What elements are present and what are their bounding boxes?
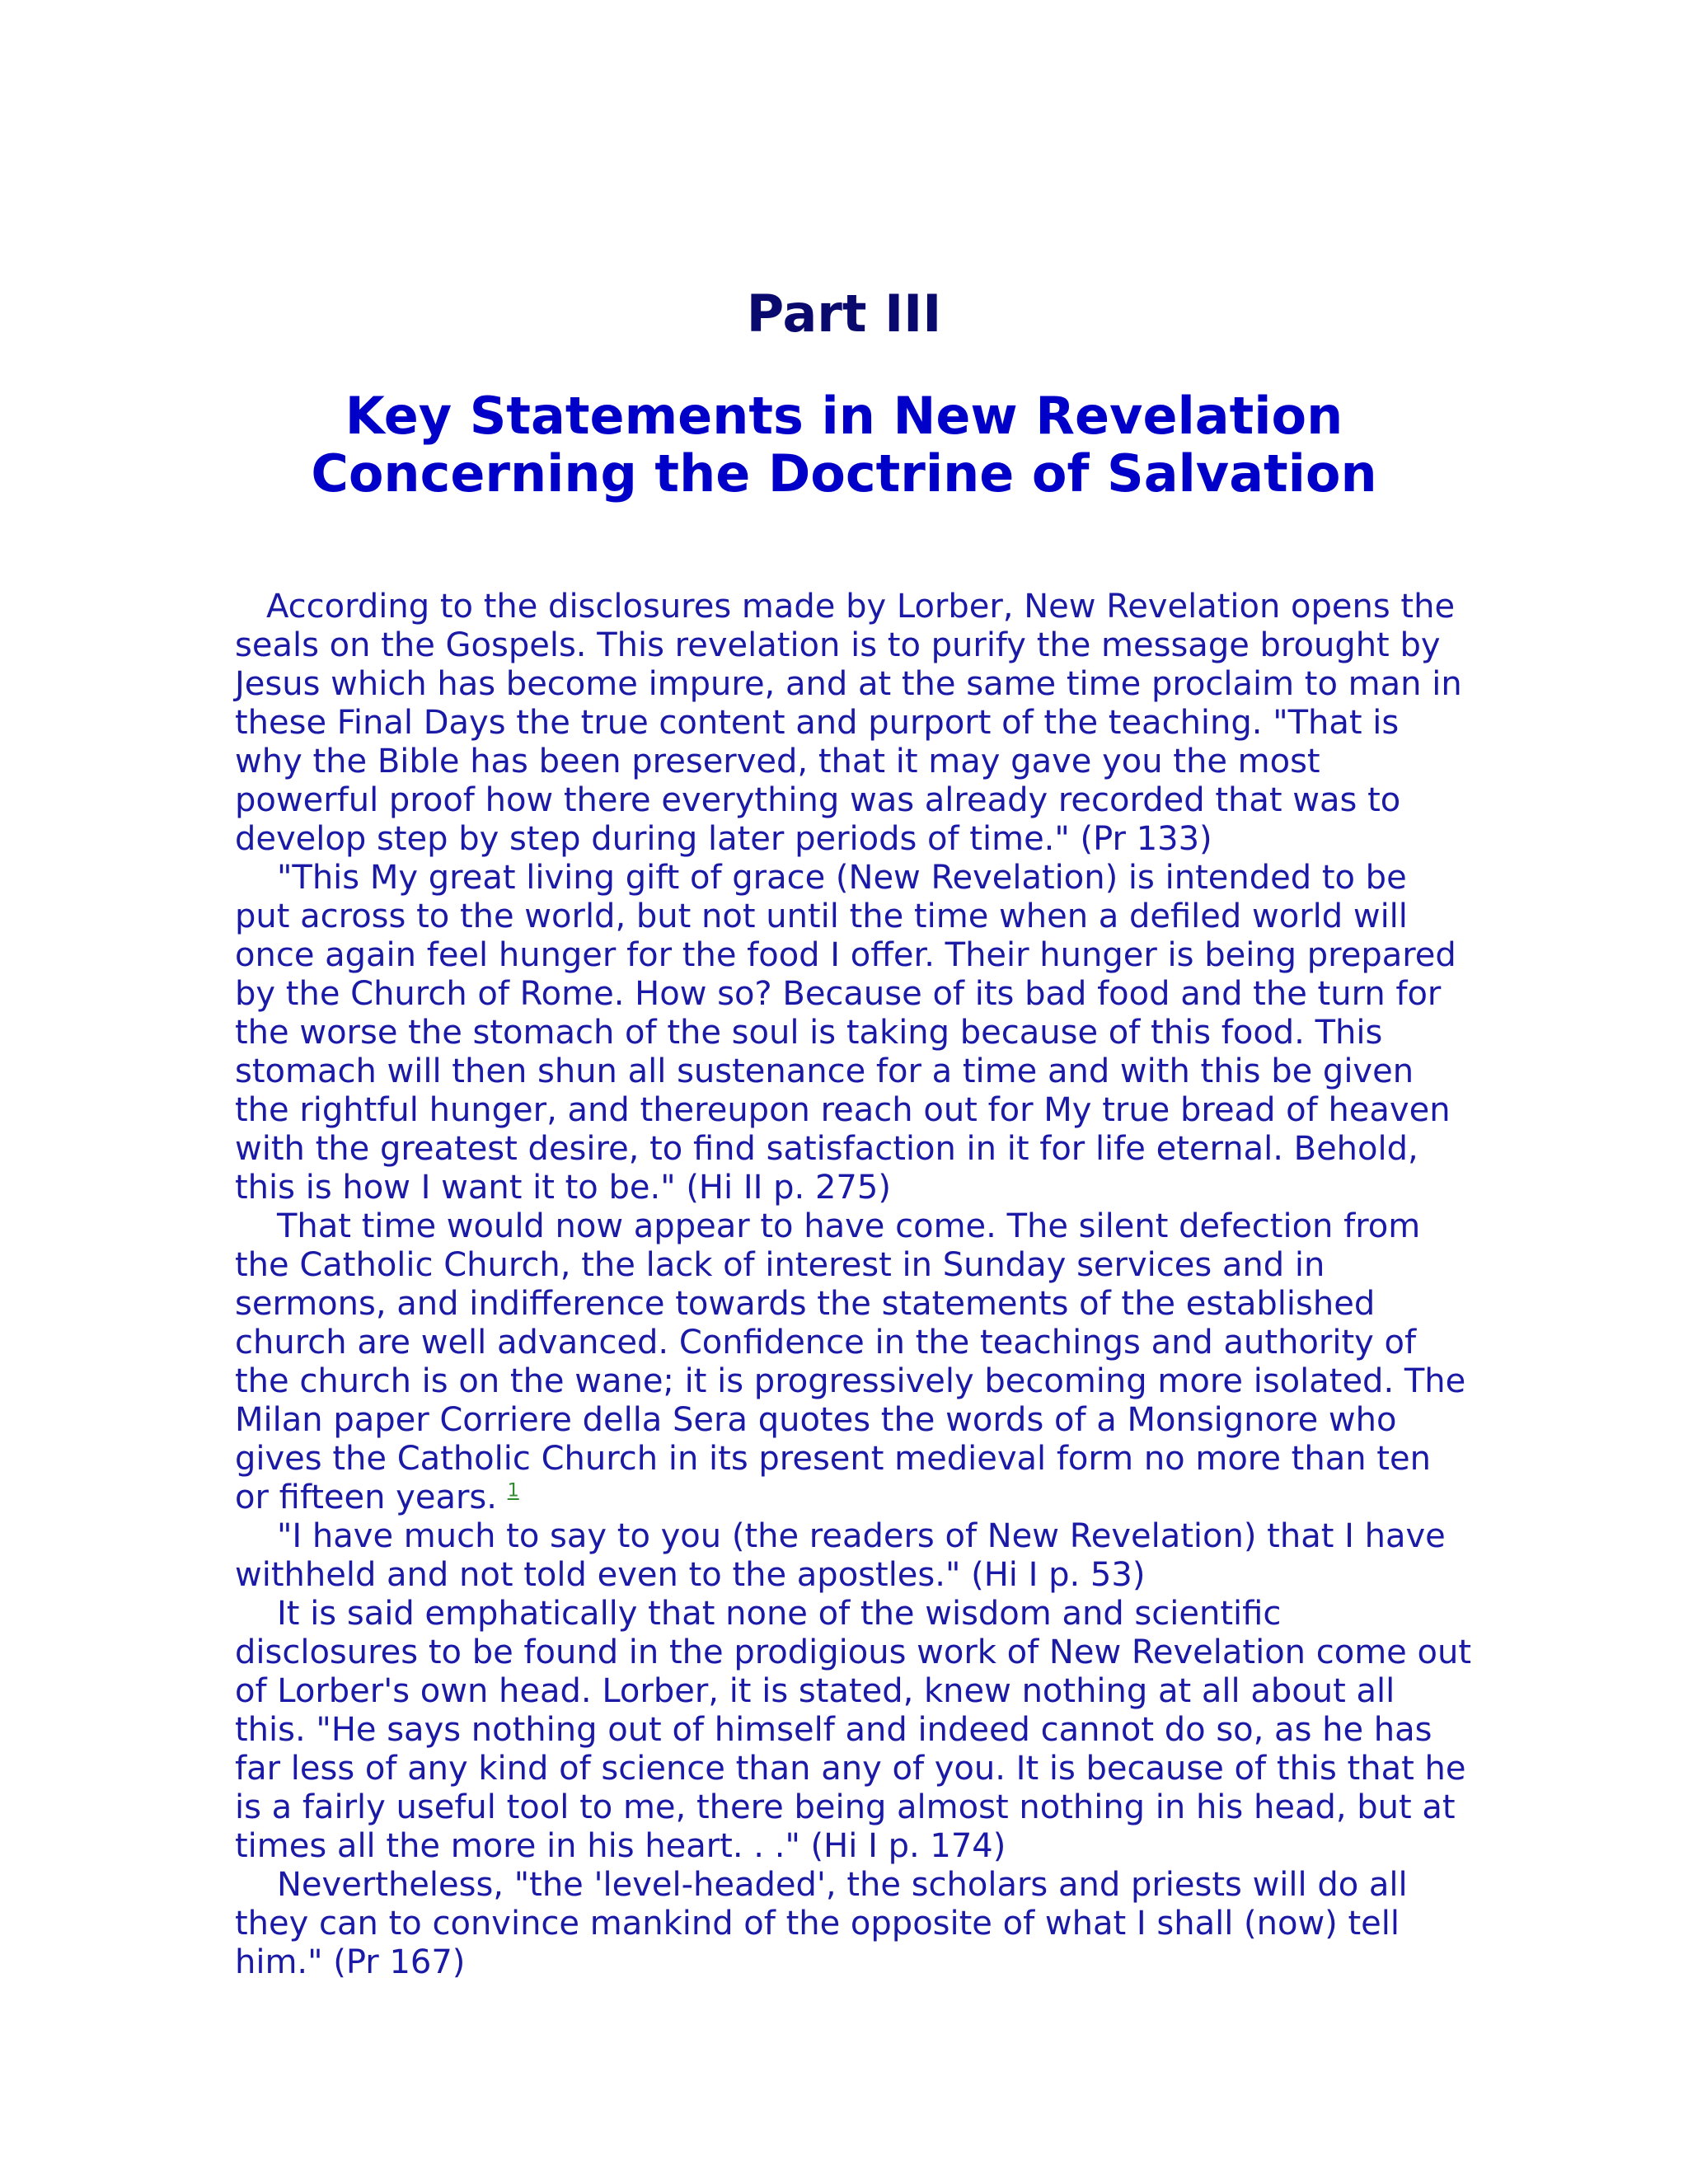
body-text <box>235 588 1471 1982</box>
paragraph-3-text: That time would now appear to have come. The silent defection from the Catholic Church, the lack of interest in Sunday services and in sermons, and indifference towards the statements of the established church are well advanced. Confidence in the teachings and authority of the church is on the wane; it is progressively becoming more isolated. The Milan paper Corriere della Sera quotes the words of a Monsignore who gives the Catholic Church in its present medieval form no more than ten or fifteen years. <box>235 1207 1466 1516</box>
footnote-link[interactable]: 1 <box>507 1480 519 1502</box>
paragraph-1: According to the disclosures made by Lorber, New Revelation opens the seals on the Gospels. This revelation is to purify the message brought by Jesus which has become impure, and at the same time proclaim to man in these Final Days the true content and purport of the teaching. "That is why the Bible has been preserved, that it may gave you the most powerful proof how there everything was already recorded that was to develop step by step during later periods of time." (Pr 133) <box>235 588 1462 858</box>
paragraph-3 <box>235 1207 1471 1517</box>
main-title <box>0 387 1688 503</box>
paragraph-4: "I have much to say to you (the readers of New Revelation) that I have withheld and not told even to the apostles." (Hi I p. 53) <box>235 1517 1446 1594</box>
paragraph-6: Nevertheless, "the 'level-headed', the scholars and priests will do all they can to convince mankind of the opposite of what I shall (now) tell him." (Pr 167) <box>235 1866 1408 1981</box>
main-title-line-1: Key Statements in New Revelation <box>345 386 1343 446</box>
paragraph-5: It is said emphatically that none of the wisdom and scientific disclosures to be found in the prodigious work of New Revelation come out of Lorber's own head. Lorber, it is stated, knew nothing at all about all this. "He says nothing out of himself and indeed cannot do so, as he has far less of any kind of science than any of you. It is because of this that he is a fairly useful tool to me, there being almost nothing in his head, but at times all the more in his heart. . ." (Hi I p. 174) <box>235 1595 1471 1865</box>
main-title-line-2: Concerning the Doctrine of Salvation <box>311 443 1377 504</box>
part-title: Part III <box>746 284 942 344</box>
paragraph-2: "This My great living gift of grace (New Revelation) is intended to be put across to the world, but not until the time when a defiled world will once again feel hunger for the food I offer. Their hunger is being prepared by the Church of Rome. How so? Because of its bad food and the turn for the worse the stomach of the soul is taking because of this food. This stomach will then shun all sustenance for a time and with this be given the rightful hunger, and thereupon reach out for My true bread of heaven with the greatest desire, to find satisfaction in it for life eternal. Behold, this is how I want it to be." (Hi II p. 275) <box>235 859 1456 1207</box>
